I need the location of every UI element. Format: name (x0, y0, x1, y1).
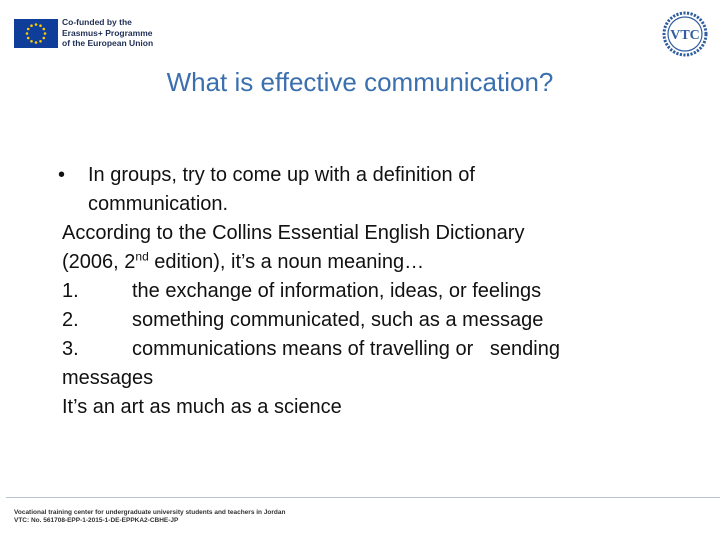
vtc-logo-icon (660, 11, 710, 57)
bullet-text: In groups, try to come up with a definition of (88, 164, 475, 186)
eu-label-line: Erasmus+ Programme (62, 27, 153, 38)
footer-line: Vocational training center for undergraduate university students and teachers in Jordan (14, 509, 286, 516)
item-number: 3. (62, 338, 79, 360)
definition-source: According to the Collins Essential English Dictionary (62, 222, 525, 244)
footer (14, 509, 286, 525)
eu-label-line: of the European Union (62, 38, 154, 48)
slide-title: What is effective communication? (166, 67, 554, 97)
bullet-item (58, 161, 702, 219)
edition-superscript: nd (135, 249, 149, 264)
eu-stars-icon (14, 19, 58, 48)
bullet-icon: • (58, 164, 66, 186)
slide-body (58, 161, 702, 422)
definition-item (62, 306, 702, 335)
bullet-text-continued: communication. (88, 193, 229, 215)
definition-item-wrap: messages (62, 367, 154, 389)
footer-line: VTC: No. 561708-EPP-1-2015-1-DE-EPPKA2-CBHE-JP (14, 517, 179, 524)
eu-flag-icon (14, 19, 58, 48)
vtc-logo-text: VTC (670, 28, 700, 43)
eu-cofunded-label (62, 17, 153, 49)
edition-text-rest: edition), it’s a noun meaning… (148, 251, 425, 273)
edition-text: (2006, 2 (62, 251, 136, 273)
footer-divider (6, 497, 720, 498)
item-text: something communicated, such as a message (132, 309, 544, 331)
item-text: the exchange of information, ideas, or feelings (132, 280, 542, 302)
definition-item (62, 277, 702, 306)
item-number: 2. (62, 309, 79, 331)
definition-item (62, 335, 702, 364)
item-text: communications means of travelling or sending (132, 338, 560, 360)
definition-edition (62, 248, 702, 277)
item-number: 1. (62, 280, 79, 302)
eu-label-line: Co-funded by the (62, 17, 132, 27)
closing-statement: It’s an art as much as a science (62, 396, 342, 418)
